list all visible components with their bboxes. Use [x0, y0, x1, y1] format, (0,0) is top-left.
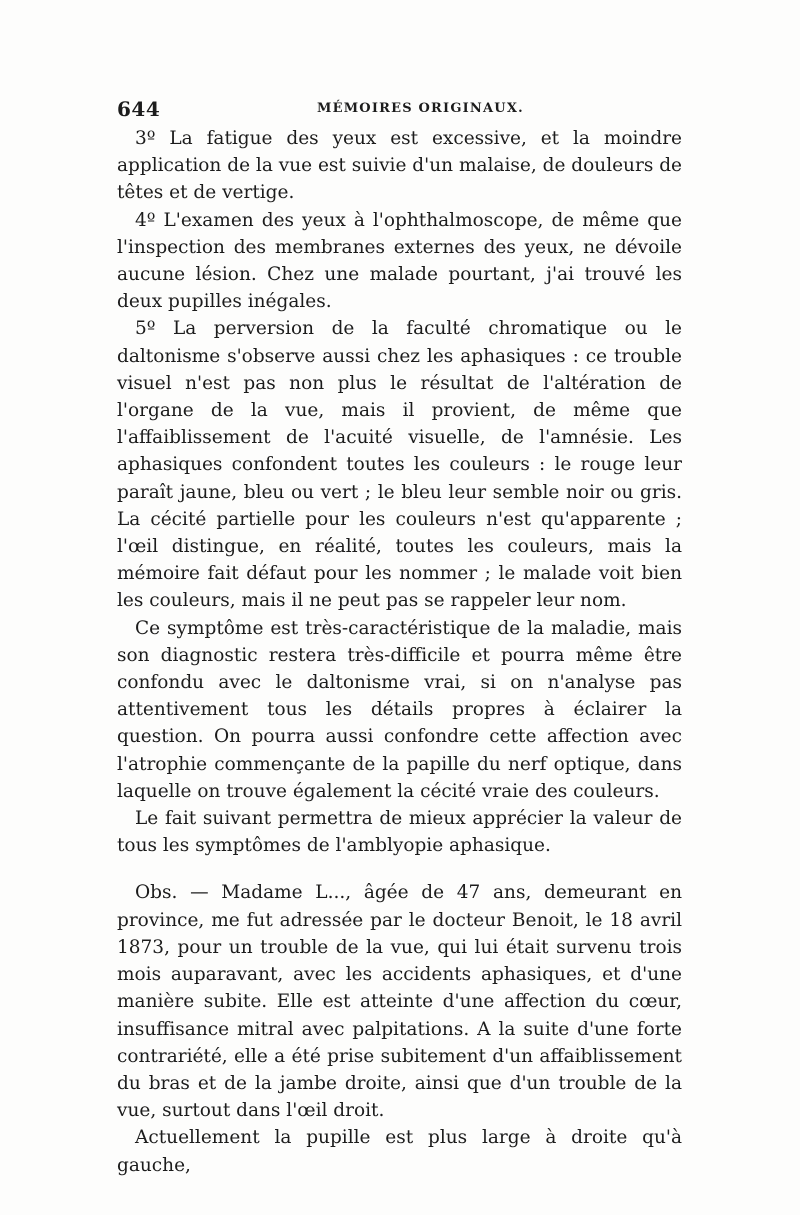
paragraph-ophthalmoscope: 4º L'examen des yeux à l'ophthalmoscope, de même que l'inspection des membranes externes des yeux, ne dévoile aucune lésion. Chez une malade pourtant, j'ai trouvé les deux pupilles inégales.	[117, 209, 682, 313]
paragraph-pupille: Actuellement la pupille est plus large à droite qu'à gauche,	[117, 1127, 682, 1176]
paragraph-symptome: Ce symptôme est très-caractéristique de la maladie, mais son diagnostic restera très-difficile et pourra même être confondu avec le daltonisme vrai, si on n'analyse pas attentivement tous les détails propres à éclairer la question. On pourra aussi confondre cette affection avec l'atrophie commençante de la papille du nerf optique, dans laquelle on trouve également la cécité vraie des couleurs.	[117, 617, 682, 802]
page-number: 644	[117, 97, 161, 121]
page-body	[117, 125, 682, 1179]
running-title: MÉMOIRES ORIGINAUX.	[317, 101, 524, 116]
paragraph-fatigue: 3º La fatigue des yeux est excessive, et la moindre application de la vue est suivie d'un malaise, de douleurs de têtes et de vertige.	[117, 128, 682, 204]
paragraph-observation: Obs. — Madame L..., âgée de 47 ans, demeurant en province, me fut adressée par le docteur Benoit, le 18 avril 1873, pour un trouble de la vue, qui lui était survenu trois mois auparavant, avec les accidents aphasiques, et d'une manière subite. Elle est atteinte d'une affection du cœur, insuffisance mitral avec palpitations. A la suite d'une forte contrariété, elle a été prise subitement d'un affaiblissement du bras et de la jambe droite, ainsi que d'un trouble de la vue, surtout dans l'œil droit.	[117, 882, 682, 1122]
paragraph-daltonisme: 5º La perversion de la faculté chromatique ou le daltonisme s'observe aussi chez les aphasiques : ce trouble visuel n'est pas non plus le résultat de l'altération de l'organe de la vue, mais il provient, de même que l'affaiblissement de l'acuité visuelle, de l'amnésie. Les aphasiques confondent toutes les couleurs : le rouge leur paraît jaune, bleu ou vert ; le bleu leur semble noir ou gris. La cécité partielle pour les couleurs n'est qu'apparente ; l'œil distingue, en réalité, toutes les couleurs, mais la mémoire fait défaut pour les nommer ; le malade voit bien les couleurs, mais il ne peut pas se rappeler leur nom.	[117, 318, 682, 612]
paragraph-fait-suivant: Le fait suivant permettra de mieux apprécier la valeur de tous les symptômes de l'amblyopie aphasique.	[117, 808, 682, 857]
page-header	[117, 97, 677, 121]
